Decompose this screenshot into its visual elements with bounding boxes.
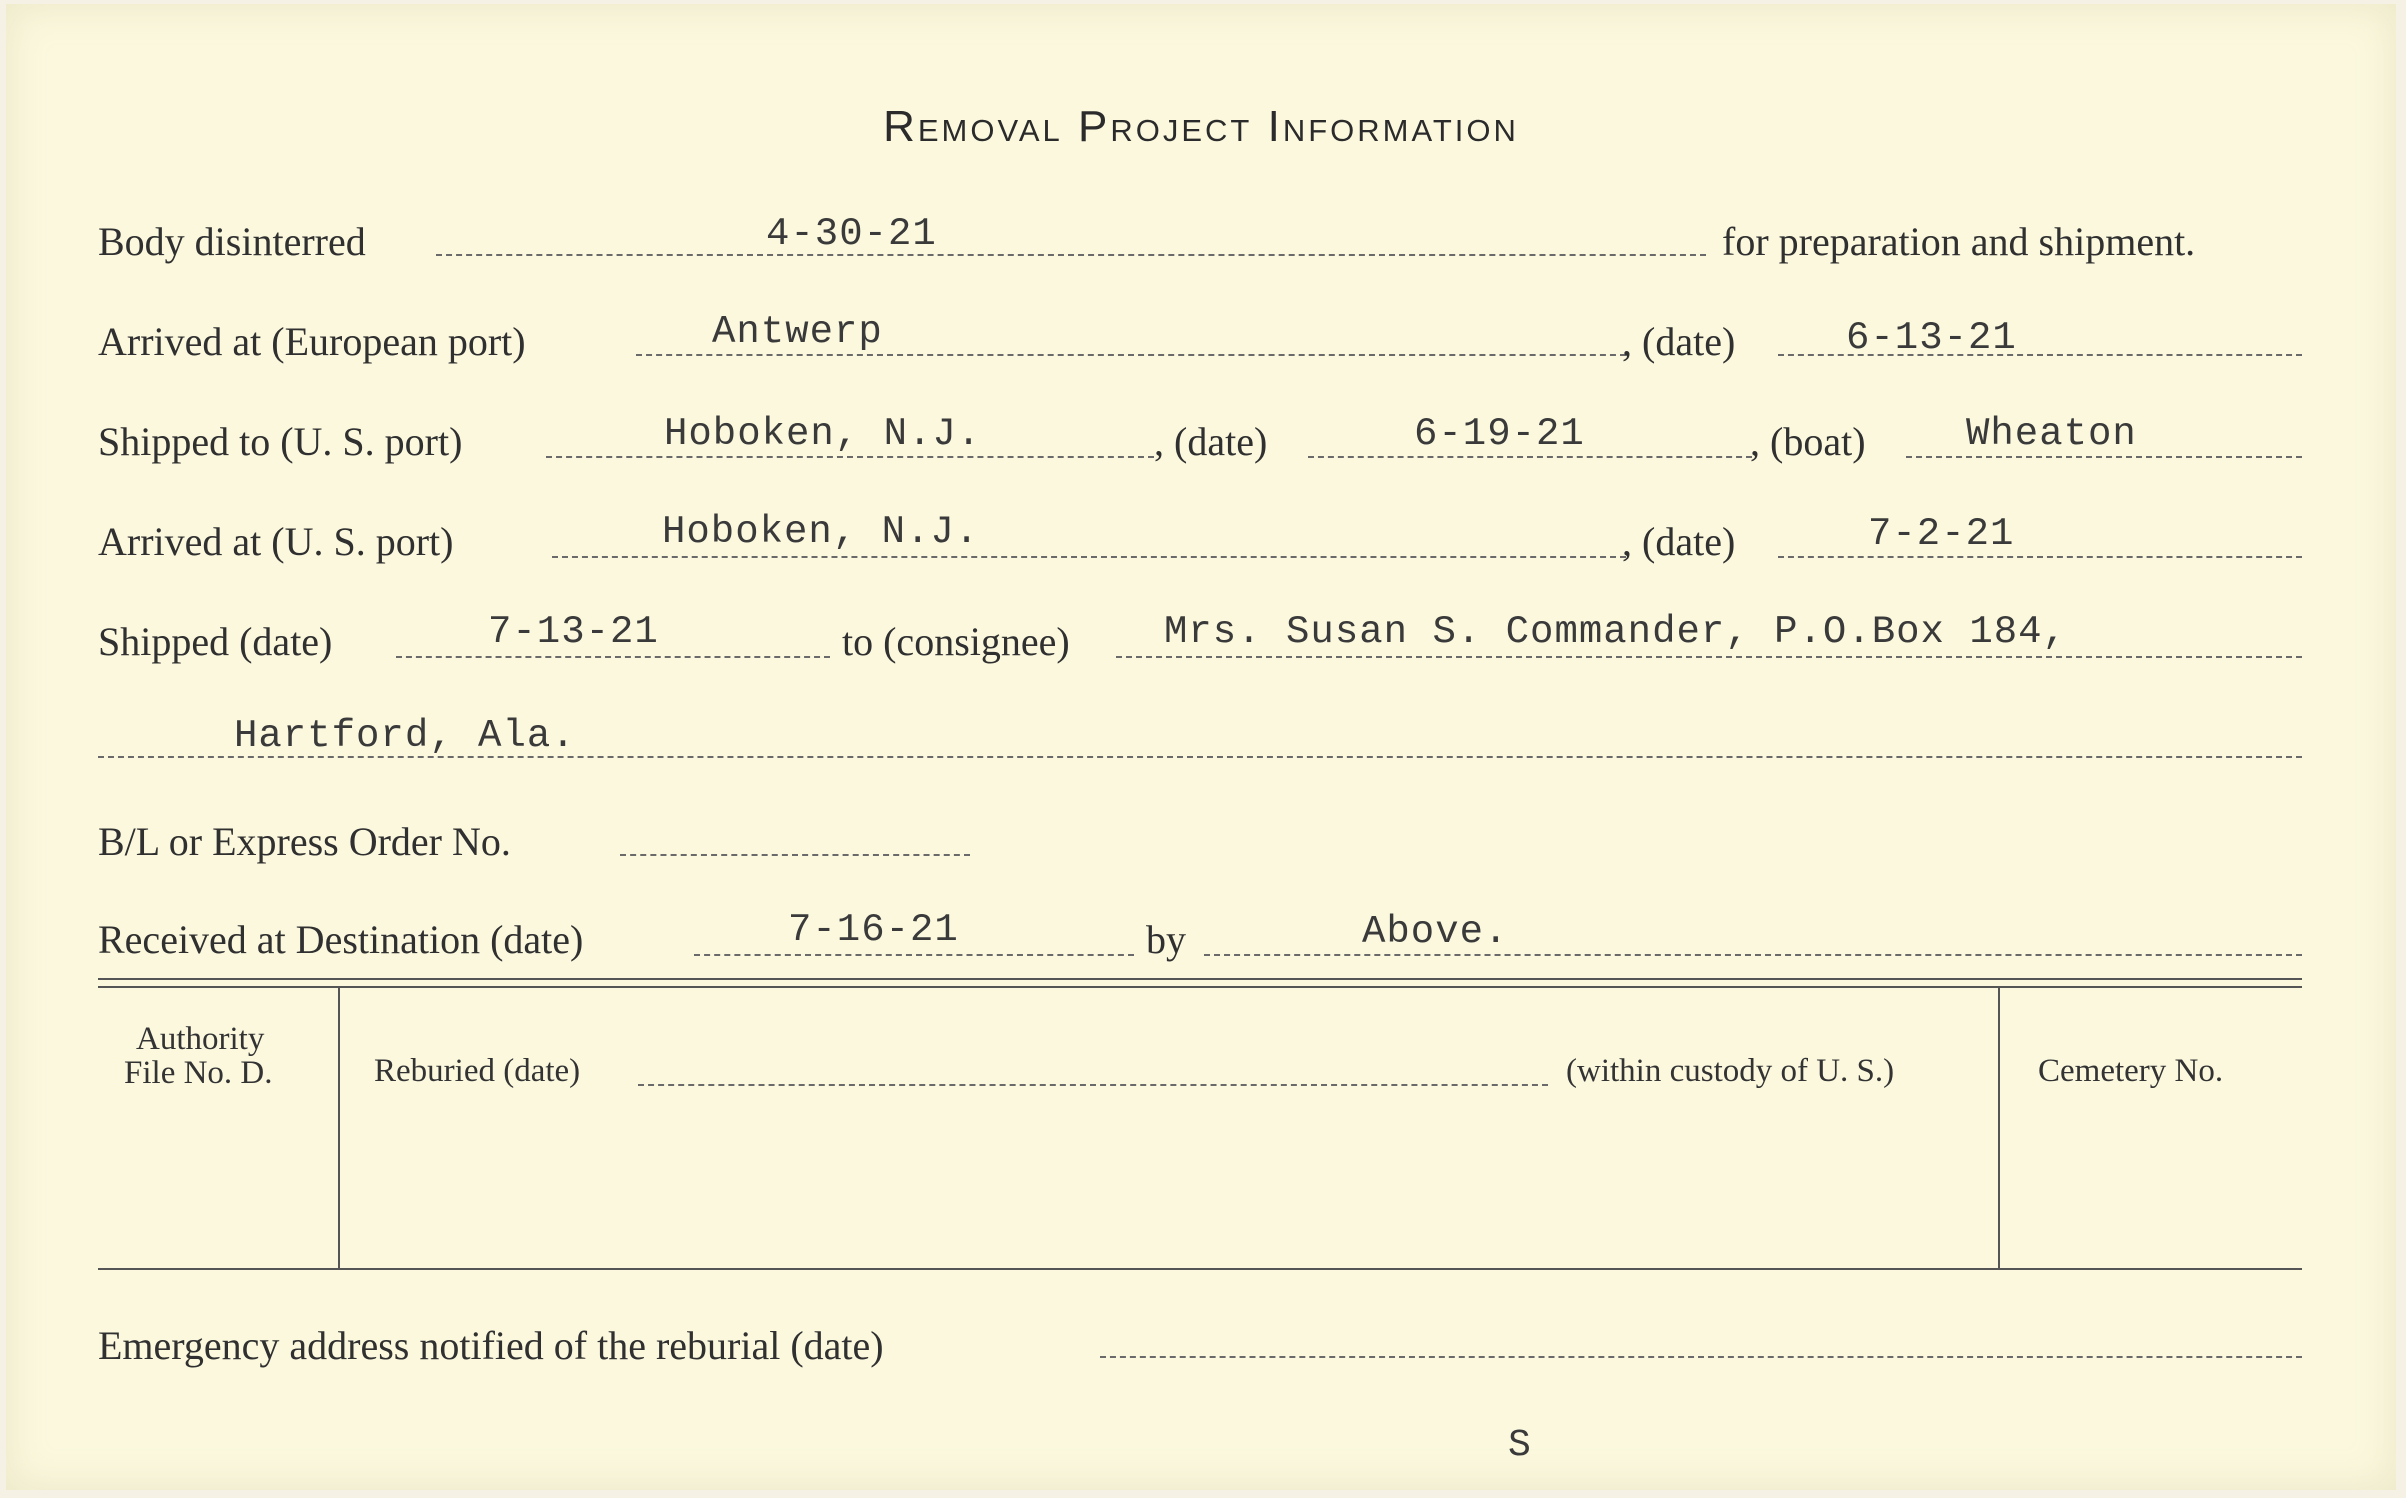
emergency-label: Emergency address notified of the reburial (date) bbox=[98, 1323, 884, 1368]
cemetery-label: Cemetery No. bbox=[2038, 1053, 2224, 1089]
bl-order-line bbox=[620, 854, 970, 856]
shipped-date-line bbox=[396, 656, 830, 658]
shipped-us-label: Shipped to (U. S. port) bbox=[98, 419, 463, 464]
authority-line1: Authority bbox=[136, 1021, 265, 1057]
arrived-us-date: 7-2-21 bbox=[1868, 512, 2015, 556]
arrived-european-date-label: , (date) bbox=[1622, 319, 1736, 364]
received-by-line bbox=[1204, 954, 2302, 956]
reburied-line bbox=[638, 1084, 1548, 1086]
bl-order-label: B/L or Express Order No. bbox=[98, 819, 511, 864]
arrived-european-label: Arrived at (European port) bbox=[98, 319, 526, 364]
table-bottom-rule bbox=[98, 1268, 2302, 1270]
consignee-line bbox=[1116, 656, 2302, 658]
received-by: Above. bbox=[1362, 910, 1509, 954]
arrived-us-line bbox=[552, 556, 1626, 558]
body-disinterred-line bbox=[436, 254, 1706, 256]
table-top-rule bbox=[98, 978, 2302, 980]
arrived-us-date-label: , (date) bbox=[1622, 519, 1736, 564]
shipped-date-label: Shipped (date) bbox=[98, 619, 333, 664]
authority-line2: File No. D. bbox=[124, 1055, 273, 1091]
table-divider-right bbox=[1998, 988, 2000, 1268]
consignee-label: to (consignee) bbox=[842, 619, 1070, 664]
arrived-us-value: Hoboken, N.J. bbox=[662, 510, 980, 554]
shipped-us-line bbox=[546, 456, 1154, 458]
arrived-us-label: Arrived at (U. S. port) bbox=[98, 519, 454, 564]
removal-card bbox=[6, 4, 2396, 1490]
footer-mark: S bbox=[1508, 1424, 1532, 1467]
reburied-label: Reburied (date) bbox=[374, 1053, 581, 1089]
received-by-label: by bbox=[1146, 917, 1186, 962]
card-title: Removal Project Information bbox=[883, 102, 1519, 151]
shipped-us-boat: Wheaton bbox=[1966, 412, 2137, 456]
reburied-suffix: (within custody of U. S.) bbox=[1566, 1053, 1895, 1089]
body-disinterred-label: Body disinterred bbox=[98, 219, 366, 264]
received-date: 7-16-21 bbox=[788, 908, 959, 952]
arrived-european-line bbox=[636, 354, 1626, 356]
consignee-value-line2: Hartford, Ala. bbox=[234, 714, 576, 758]
emergency-line bbox=[1100, 1356, 2302, 1358]
arrived-us-date-line bbox=[1778, 556, 2302, 558]
shipped-us-date-label: , (date) bbox=[1154, 419, 1268, 464]
body-disinterred-value: 4-30-21 bbox=[766, 212, 937, 256]
body-disinterred-suffix: for preparation and shipment. bbox=[1722, 219, 2196, 264]
shipped-date: 7-13-21 bbox=[488, 610, 659, 654]
arrived-european-value: Antwerp bbox=[712, 310, 883, 354]
table-divider-left bbox=[338, 988, 340, 1268]
received-date-line bbox=[694, 954, 1134, 956]
shipped-us-date: 6-19-21 bbox=[1414, 412, 1585, 456]
shipped-us-value: Hoboken, N.J. bbox=[664, 412, 982, 456]
shipped-us-boat-label: , (boat) bbox=[1750, 419, 1866, 464]
shipped-us-boat-line bbox=[1906, 456, 2302, 458]
table-top-rule-2 bbox=[98, 986, 2302, 988]
received-label: Received at Destination (date) bbox=[98, 917, 584, 962]
consignee-value: Mrs. Susan S. Commander, P.O.Box 184, bbox=[1164, 610, 2067, 654]
shipped-us-date-line bbox=[1308, 456, 1752, 458]
arrived-european-date: 6-13-21 bbox=[1846, 316, 2017, 360]
